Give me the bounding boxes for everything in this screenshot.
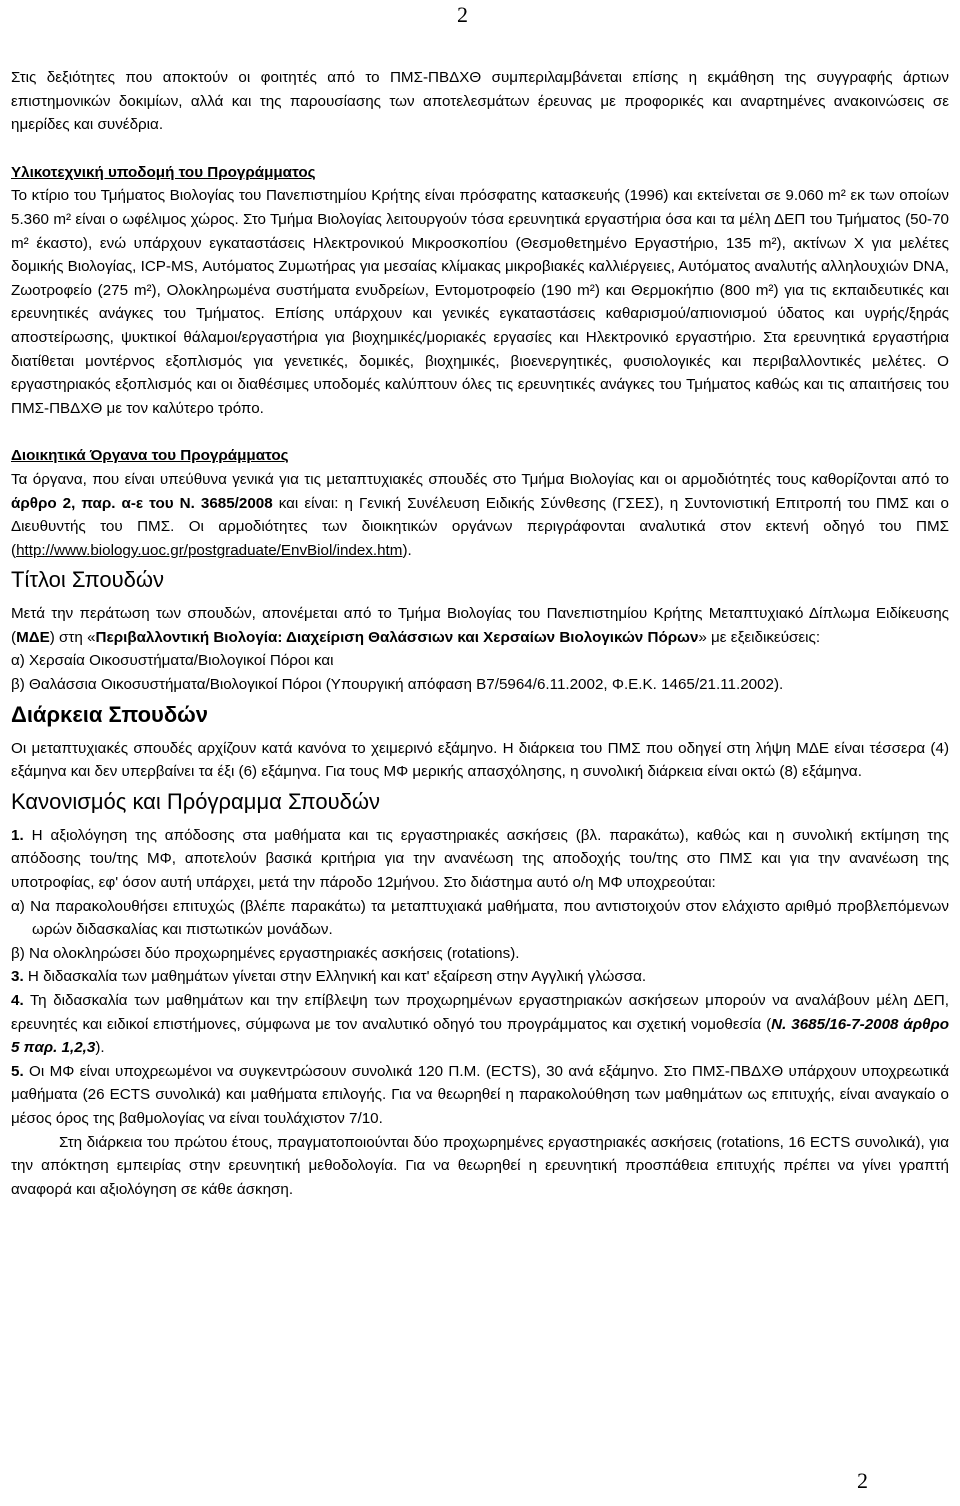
duration-paragraph: Οι μεταπτυχιακές σπουδές αρχίζουν κατά κανόνα το χειμερινό εξάμηνο. Η διάρκεια του ΠΜΣ που οδηγεί στη λήψη ΜΔΕ είναι τέσσερα (4) εξάμηνα και δεν υπερβαίνει τα έξι (6) εξάμηνα. Για τους ΜΦ μερικής απασχόλησης, η συνολική διάρκεια είναι οκτώ (8) εξάμηνα. xyxy=(11,739,949,781)
titles-item-b: β) Θαλάσσια Οικοσυστήματα/Βιολογικοί Πόροι (Υπουργική απόφαση Β7/5964/6.11.2002, Φ.Ε.Κ. 1465/21.11.2002). xyxy=(11,676,784,694)
admin-heading: Διοικητικά Όργανα του Προγράμματος xyxy=(11,447,289,465)
admin-paragraph: Τα όργανα, που είναι υπεύθυνα γενικά για τις μεταπτυχιακές σπουδές στο Τμήμα Βιολογίας και οι αρμοδιότητές τους καθορίζονται από το άρθρο 2, παρ. α-ε του Ν. 3685/2008 και είναι: η Γενική Συνέλευση Ειδικής Σύνθεσης (ΓΣΕΣ), η Συντονιστική Επιτροπή του ΠΜΣ και ο Διευθυντής του ΠΜΣ. Οι αρμοδιότητες των διοικητικών οργάνων περιγράφονται αναλυτικά στον εκτενή οδηγό του ΠΜΣ (http://www.biology.uoc.gr/postgraduate/EnvBiol/index.htm). xyxy=(11,470,949,559)
admin-law-ref: άρθρο 2, παρ. α-ε του Ν. 3685/2008 xyxy=(11,494,273,512)
titles-paragraph: Μετά την περάτωση των σπουδών, απονέμεται από το Τμήμα Βιολογίας του Πανεπιστημίου Κρήτης Μεταπτυχιακό Δίπλωμα Ειδίκευσης (ΜΔΕ) στη «Περιβαλλοντική Βιολογία: Διαχείριση Θαλάσσιων και Χερσαίων Βιολογικών Πόρων» με εξειδικεύσεις: xyxy=(11,605,949,646)
program-guide-link[interactable]: http://www.biology.uoc.gr/postgraduate/EnvBiol/index.htm xyxy=(16,541,403,559)
regulation-item-1: 1. Η αξιολόγηση της απόδοσης στα μαθήματα και τις εργαστηριακές ασκήσεις (βλ. παρακάτω), καθώς και η συνολική εκτίμηση της απόδοσης του/της ΜΦ, αποτελούν βασικά κριτήρια για την ανανέωση της αποδοχής του/της στο ΠΜΣ και για την ανανέωση της υποτροφίας, εφ' όσον αυτή υπάρχει, μετά την πάροδο 12μήνου. Στο διάστημα αυτό ο/η ΜΦ υποχρεούται: xyxy=(11,826,949,892)
intro-paragraph: Στις δεξιότητες που αποκτούν οι φοιτητές από το ΠΜΣ-ΠΒΔΧΘ συμπεριλαμβάνεται επίσης η εκμάθηση της συγγραφής άρτιων επιστημονικών δοκιμίων, αλλά και της παρουσίασης των αποτελεσμάτων έρευνας με προφορικές και αναρτημένες ανακοινώσεις σε ημερίδες και συνέδρια. xyxy=(11,69,949,134)
law-reference: Ν. 3685/16-7-2008 άρθρο 5 παρ. 1,2,3 xyxy=(11,1015,949,1057)
regulation-item-1b: β) Να ολοκληρώσει δύο προχωρημένες εργαστηριακές ασκήσεις (rotations). xyxy=(11,944,520,962)
program-title: Περιβαλλοντική Βιολογία: Διαχείριση Θαλάσσιων και Χερσαίων Βιολογικών Πόρων xyxy=(95,628,699,646)
titles-heading: Τίτλοι Σπουδών xyxy=(11,567,165,593)
titles-item-a: α) Χερσαία Οικοσυστήματα/Βιολογικοί Πόροι και xyxy=(11,652,334,670)
document-body xyxy=(11,66,949,1201)
regulation-item-1a: α) Να παρακολουθήσει επιτυχώς (βλέπε παρακάτω) τα μεταπτυχιακά μαθήματα, που αντιστοιχούν στον ελάχιστο αριθμό προβλεπόμενων ωρών διδασκαλίας και πιστωτικών μονάδων. xyxy=(11,897,949,939)
regulation-item-4: 4. Τη διδασκαλία των μαθημάτων και την επίβλεψη των προχωρημένων εργαστηριακών ασκήσεων μπορούν να αναλάβουν μέλη ΔΕΠ, ερευνητές και ειδικοί επιστήμονες, σύμφωνα με τον αναλυτικό οδηγό του προγράμματος και σχετική νομοθεσία (Ν. 3685/16-7-2008 άρθρο 5 παρ. 1,2,3). xyxy=(11,992,949,1057)
infrastructure-paragraph: Το κτίριο του Τμήματος Βιολογίας του Πανεπιστημίου Κρήτης είναι πρόσφατης κατασκευής (1996) και εκτείνεται σε 9.060 m² εκ των οποίων 5.360 m² είναι ο ωφέλιμος χώρος. Στο Τμήμα Βιολογίας λειτουργούν τόσα ερευνητικά εργαστήρια όσα και τα μέλη ΔΕΠ του Τμήματος (50-70 m² έκαστο), ενώ υπάρχουν εγκαταστάσεις Ηλεκτρονικού Μικροσκοπίου (Θεσμοθετημένο Εργαστήριο, 135 m²), ακτίνων Χ για μελέτες δομικής Βιολογίας, ICP-MS, Αυτόματος Ζυμωτήρας για μεσαίας κλίμακας μικροβιακές καλλιέργειες, Αυτόματος αναλυτής αλληλουχιών DNA, Ζωοτροφείο (275 m²), Ολοκληρωμένα συστήματα ενυδρείων, Εντομοτροφείο (190 m²) και Θερμοκήπιο (800 m²) για τις εκπαιδευτικές και ερευνητικές ανάγκες του Τμήματος. Επίσης υπάρχουν και γενικές εγκαταστάσεις καθαρισμού/απιονισμού ύδατος και υγρής/ξηράς αποστείρωσης, ψυκτικοί θάλαμοι/εργαστήρια για βιοχημικές/μοριακές εργασίες και Ηλεκτρονικό εργαστήριο. Στα ερευνητικά εργαστήρια διατίθεται μοντέρνος εξοπλισμός για γενετικές, δομικές, βιοχημικές, βιοενεργητικές, φυσιολογικές και περιβαλλοντικές μελέτες. Ο εργαστηριακός εξοπλισμός και οι διαθέσιμες υποδομές καλύπτουν όλες τις ερευνητικές ανάγκες του Τμήματος καθώς και τις απαιτήσεις του ΠΜΣ-ΠΒΔΧΘ με τον καλύτερο τρόπο. xyxy=(11,187,949,417)
regulation-rotations-paragraph: Στη διάρκεια του πρώτου έτους, πραγματοποιούνται δύο προχωρημένες εργαστηριακές ασκήσεις (rotations, 16 ECTS συνολικά), για την απόκτηση εμπειρίας στην ερευνητική μεθοδολογία. Για να θεωρηθεί η ερευνητική προσπάθεια επιτυχής πρέπει να γίνει γραπτή αναφορά και αξιολόγηση σε κάθε άσκηση. xyxy=(11,1133,949,1198)
page-number-top: 2 xyxy=(457,2,468,27)
regulation-item-5: 5. Οι ΜΦ είναι υποχρεωμένοι να συγκεντρώσουν συνολικά 120 Π.Μ. (ECTS), 30 ανά εξάμηνο. Στο ΠΜΣ-ΠΒΔΧΘ υπάρχουν υποχρεωτικά μαθήματα (26 ECTS συνολικά) και μαθήματα επιλογής. Για να θεωρηθεί η παρακολούθηση των μαθημάτων ως επιτυχής, είναι αναγκαίο ο μέσος όρος της βαθμολογίας να είναι τουλάχιστον 7/10. xyxy=(11,1062,949,1127)
regulation-item-3: 3. Η διδασκαλία των μαθημάτων γίνεται στην Ελληνική και κατ' εξαίρεση στην Αγγλική γλώσσα. xyxy=(11,968,647,986)
infrastructure-heading: Υλικοτεχνική υποδομή του Προγράμματος xyxy=(11,163,316,181)
page-number-bottom: 2 xyxy=(857,1468,868,1493)
regulation-heading: Κανονισμός και Πρόγραμμα Σπουδών xyxy=(11,788,381,814)
duration-heading: Διάρκεια Σπουδών xyxy=(11,701,208,727)
